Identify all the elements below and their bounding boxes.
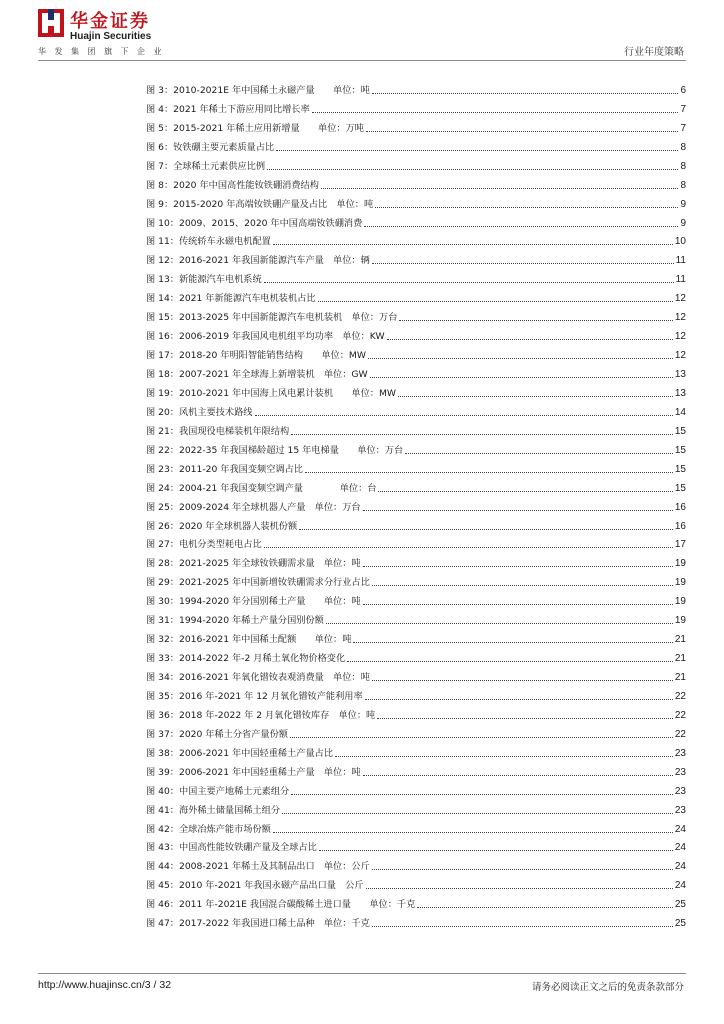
toc-entry-page: 22	[674, 709, 686, 721]
toc-entry[interactable]	[146, 702, 686, 721]
toc-entry[interactable]	[146, 172, 686, 191]
toc-leader-dots	[276, 150, 678, 151]
toc-entry-label: 图 37：2020 年稀土分省产量份额	[146, 728, 288, 740]
toc-entry[interactable]	[146, 778, 686, 797]
toc-entry[interactable]	[146, 304, 686, 323]
toc-leader-dots	[335, 756, 673, 757]
toc-leader-dots	[291, 434, 673, 435]
toc-entry-page: 12	[674, 350, 686, 362]
toc-entry[interactable]	[146, 210, 686, 229]
toc-entry-page: 13	[674, 387, 686, 399]
toc-leader-dots	[366, 131, 678, 132]
toc-entry-label: 图 4：2021 年稀土下游应用同比增长率	[146, 103, 310, 115]
toc-entry[interactable]	[146, 418, 686, 437]
toc-entry-label: 图 39：2006-2021 年中国轻重稀土产量 单位：吨	[146, 766, 361, 778]
toc-entry[interactable]	[146, 285, 686, 304]
toc-entry-page: 13	[674, 369, 686, 380]
footer-disclaimer: 请务必阅读正文之后的免责条款部分	[531, 982, 684, 993]
page-header	[0, 0, 724, 62]
toc-leader-dots	[363, 775, 673, 776]
toc-entry-page: 22	[674, 690, 686, 702]
toc-leader-dots	[267, 169, 678, 170]
toc-entry-label: 图 36：2018 年-2022 年 2 月氧化镨钕库存 单位：吨	[146, 709, 376, 721]
toc-leader-dots	[321, 188, 679, 189]
toc-leader-dots	[399, 320, 673, 321]
toc-entry[interactable]	[146, 588, 686, 607]
toc-entry-label: 图 31：1994-2020 年稀土产量分国别份额	[146, 615, 324, 627]
toc-entry[interactable]	[146, 456, 686, 475]
toc-entry[interactable]	[146, 323, 686, 342]
toc-entry-page: 21	[674, 634, 686, 646]
toc-leader-dots	[372, 680, 673, 681]
toc-entry-label: 图 10：2009、2015、2020 年中国高端钕铁硼消费	[146, 217, 363, 229]
toc-entry[interactable]	[146, 513, 686, 532]
toc-entry-label: 图 5：2015-2021 年稀土应用新增量 单位：万吨	[146, 122, 364, 134]
company-logo	[38, 9, 168, 45]
toc-entry-label: 图 7：全球稀土元素供应比例	[146, 160, 266, 172]
toc-entry-page: 19	[674, 558, 686, 570]
toc-entry-page: 16	[674, 520, 686, 532]
toc-entry-page: 15	[674, 463, 686, 475]
toc-leader-dots	[372, 585, 673, 586]
toc-entry[interactable]	[146, 134, 686, 153]
toc-leader-dots	[364, 226, 678, 227]
toc-entry-page: 23	[674, 766, 686, 778]
toc-entry[interactable]	[146, 721, 686, 740]
toc-leader-dots	[255, 415, 673, 416]
toc-entry[interactable]	[146, 191, 686, 210]
toc-entry-label: 图 26：2020 年全球机器人装机份额	[146, 520, 298, 532]
footer-url-page-number[interactable]: http://www.huajinsc.cn/3 / 32	[38, 979, 172, 991]
toc-entry-label: 图 24：2004-21 年我国变频空调产量 单位：台	[146, 482, 377, 494]
toc-entry-label: 图 13：新能源汽车电机系统	[146, 274, 262, 286]
toc-entry-label: 图 14：2021 年新能源汽车电机装机占比	[146, 293, 316, 305]
toc-entry-page: 12	[674, 331, 686, 343]
toc-entry-page: 8	[680, 141, 686, 153]
toc-leader-dots	[372, 93, 679, 94]
toc-leader-dots	[305, 472, 673, 473]
toc-leader-dots	[264, 547, 673, 548]
toc-leader-dots	[372, 926, 673, 927]
toc-entry-label: 图 44：2008-2021 年稀土及其制品出口 单位：公斤	[146, 861, 370, 873]
toc-entry-page: 12	[674, 312, 686, 324]
toc-entry[interactable]	[146, 872, 686, 891]
toc-leader-dots	[326, 623, 673, 624]
toc-entry-label: 图 19：2010-2021 年中国海上风电累计装机 单位：MW	[146, 387, 396, 399]
toc-entry[interactable]	[146, 266, 686, 285]
toc-entry-label: 图 15：2013-2025 年中国新能源汽车电机装机 单位：万台	[146, 312, 398, 324]
toc-entry[interactable]	[146, 626, 686, 645]
toc-leader-dots	[363, 604, 673, 605]
toc-leader-dots	[387, 339, 673, 340]
toc-entry-page: 9	[680, 217, 686, 229]
toc-entry-label: 图 23：2011-20 年我国变频空调占比	[146, 463, 303, 475]
toc-entry[interactable]	[146, 115, 686, 134]
toc-leader-dots	[375, 207, 678, 208]
toc-entry-label: 图 27：电机分类型耗电占比	[146, 539, 262, 551]
toc-entry-label: 图 43：中国高性能钕铁硼产量及全球占比	[146, 842, 317, 854]
toc-entry-page: 19	[674, 596, 686, 608]
toc-entry-page: 11	[675, 255, 686, 267]
toc-entry-page: 23	[674, 747, 686, 759]
toc-entry-label: 图 11：传统轿车永磁电机配置	[146, 236, 271, 248]
toc-entry-label: 图 46：2011 年-2021E 我国混合碳酸稀土进口量 单位：千克	[146, 899, 416, 911]
toc-entry[interactable]	[146, 494, 686, 513]
toc-entry-label: 图 12：2016-2021 年我国新能源汽车产量 单位：辆	[146, 255, 370, 267]
toc-entry-label: 图 18：2007-2021 年全球海上新增装机 单位：GW	[146, 369, 368, 380]
toc-entry-label: 图 29：2021-2025 年中国新增钕铁硼需求分行业占比	[146, 577, 370, 589]
toc-leader-dots	[319, 850, 673, 851]
toc-entry-label: 图 28：2021-2025 年全球钕铁硼需求量 单位：吨	[146, 558, 361, 570]
toc-entry-page: 22	[674, 728, 686, 740]
toc-entry-page: 15	[674, 482, 686, 494]
toc-entry-page: 6	[680, 84, 686, 96]
toc-leader-dots	[365, 699, 673, 700]
toc-entry-page: 25	[674, 918, 686, 930]
toc-entry-label: 图 21：我国现役电梯装机年限结构	[146, 425, 290, 437]
toc-entry-label: 图 3：2010-2021E 年中国稀土永磁产量 单位：吨	[146, 84, 370, 96]
toc-entry[interactable]	[146, 607, 686, 626]
group-slogan: 华发集团旗下企业	[38, 47, 170, 56]
toc-entry[interactable]	[146, 891, 686, 910]
toc-entry-page: 24	[674, 861, 686, 873]
toc-leader-dots	[282, 813, 673, 814]
toc-entry-label: 图 40：中国主要产地稀土元素组分	[146, 785, 290, 797]
toc-entry-label: 图 6：钕铁硼主要元素质量占比	[146, 141, 275, 153]
toc-leader-dots	[372, 869, 673, 870]
toc-entry-page: 11	[675, 274, 686, 286]
toc-entry-page: 23	[674, 804, 686, 816]
toc-entry[interactable]	[146, 342, 686, 361]
toc-entry-label: 图 8：2020 年中国高性能钕铁硼消费结构	[146, 179, 319, 191]
toc-entry-page: 21	[674, 672, 686, 683]
toc-entry-page: 25	[674, 899, 686, 911]
toc-entry[interactable]	[146, 816, 686, 835]
toc-leader-dots	[366, 888, 673, 889]
toc-entry-label: 图 32：2016-2021 年中国稀土配额 单位：吨	[146, 634, 352, 646]
toc-entry[interactable]	[146, 153, 686, 172]
toc-entry-page: 7	[680, 122, 686, 134]
toc-leader-dots	[417, 907, 673, 908]
toc-entry-label: 图 45：2010 年-2021 年我国永磁产品出口量 公斤	[146, 880, 364, 892]
toc-entry[interactable]	[146, 96, 686, 115]
toc-leader-dots	[370, 377, 673, 378]
toc-entry-page: 14	[674, 406, 686, 418]
toc-entry-page: 17	[674, 539, 686, 551]
toc-entry-page: 10	[674, 236, 686, 248]
toc-entry-page: 24	[674, 842, 686, 854]
toc-entry-page: 8	[680, 160, 686, 172]
toc-entry[interactable]	[146, 532, 686, 551]
toc-leader-dots	[378, 491, 672, 492]
toc-entry[interactable]	[146, 759, 686, 778]
toc-entry[interactable]	[146, 645, 686, 664]
huajin-logo-icon	[38, 9, 64, 37]
toc-leader-dots	[273, 244, 673, 245]
toc-entry-label: 图 33：2014-2022 年-2 月稀土氧化物价格变化	[146, 653, 346, 665]
toc-leader-dots	[363, 566, 673, 567]
toc-entry-page: 15	[674, 425, 686, 437]
toc-leader-dots	[264, 282, 674, 283]
toc-entry-page: 21	[674, 653, 686, 665]
toc-leader-dots	[318, 301, 673, 302]
toc-leader-dots	[299, 529, 673, 530]
toc-leader-dots	[368, 358, 673, 359]
toc-leader-dots	[398, 396, 673, 397]
toc-entry-label: 图 47：2017-2022 年我国进口稀土品种 单位：千克	[146, 918, 370, 930]
toc-entry[interactable]	[146, 683, 686, 702]
toc-entry-page: 19	[674, 615, 686, 627]
toc-entry-label: 图 9：2015-2020 年高端钕铁硼产量及占比 单位：吨	[146, 198, 374, 210]
toc-entry-page: 24	[674, 880, 686, 892]
toc-leader-dots	[353, 642, 672, 643]
toc-entry-label: 图 16：2006-2019 年我国风电机组平均功率 单位：KW	[146, 331, 385, 343]
toc-entry[interactable]	[146, 740, 686, 759]
toc-entry[interactable]	[146, 475, 686, 494]
toc-entry-page: 9	[680, 198, 686, 210]
toc-entry[interactable]	[146, 910, 686, 929]
toc-entry-label: 图 22：2022-35 年我国梯龄超过 15 年电梯量 单位：万台	[146, 444, 404, 456]
toc-leader-dots	[290, 737, 673, 738]
footer-divider	[38, 973, 686, 974]
toc-leader-dots	[405, 453, 673, 454]
toc-entry-page: 12	[674, 293, 686, 305]
toc-entry[interactable]	[146, 437, 686, 456]
report-type-label: 行业年度策略	[624, 47, 684, 58]
toc-entry-page: 23	[674, 785, 686, 797]
toc-entry[interactable]	[146, 550, 686, 569]
toc-entry-page: 19	[674, 577, 686, 589]
toc-entry-label: 图 41：海外稀土储量国稀土组分	[146, 804, 281, 816]
figure-table-of-contents	[146, 77, 686, 929]
toc-entry[interactable]	[146, 229, 686, 248]
toc-entry[interactable]	[146, 247, 686, 266]
logo-english-name: Huajin Securities	[70, 31, 152, 42]
toc-entry-label: 图 30：1994-2020 年分国别稀土产量 单位：吨	[146, 596, 361, 608]
toc-entry[interactable]	[146, 835, 686, 854]
toc-entry-label: 图 17：2018-20 年明阳智能销售结构 单位：MW	[146, 350, 366, 362]
toc-entry[interactable]	[146, 853, 686, 872]
header-divider	[38, 60, 686, 61]
toc-entry[interactable]	[146, 380, 686, 399]
toc-leader-dots	[347, 661, 673, 662]
toc-entry[interactable]	[146, 77, 686, 96]
toc-entry-page: 8	[680, 179, 686, 191]
toc-leader-dots	[377, 718, 673, 719]
toc-entry-label: 图 38：2006-2021 年中国轻重稀土产量占比	[146, 747, 334, 759]
toc-leader-dots	[291, 794, 673, 795]
toc-leader-dots	[312, 112, 679, 113]
toc-entry-label: 图 20：风机主要技术路线	[146, 406, 253, 418]
toc-entry-label: 图 25：2009-2024 年全球机器人产量 单位：万台	[146, 501, 361, 513]
toc-entry-label: 图 42：全球冶炼产能市场份额	[146, 823, 271, 835]
toc-entry-label: 图 35：2016 年-2021 年 12 月氧化镨钕产能利用率	[146, 690, 363, 702]
toc-entry-page: 24	[674, 823, 686, 835]
logo-chinese-name: 华金证券	[70, 11, 150, 32]
toc-leader-dots	[372, 263, 674, 264]
toc-entry[interactable]	[146, 664, 686, 683]
toc-entry-page: 16	[674, 501, 686, 513]
toc-entry[interactable]	[146, 361, 686, 380]
toc-entry-label: 图 34：2016-2021 年氧化镨钕表观消费量 单位：吨	[146, 672, 370, 683]
toc-entry[interactable]	[146, 399, 686, 418]
toc-leader-dots	[273, 832, 673, 833]
toc-leader-dots	[363, 510, 673, 511]
toc-entry-page: 15	[674, 444, 686, 456]
toc-entry[interactable]	[146, 797, 686, 816]
toc-entry[interactable]	[146, 569, 686, 588]
toc-entry-page: 7	[680, 103, 686, 115]
